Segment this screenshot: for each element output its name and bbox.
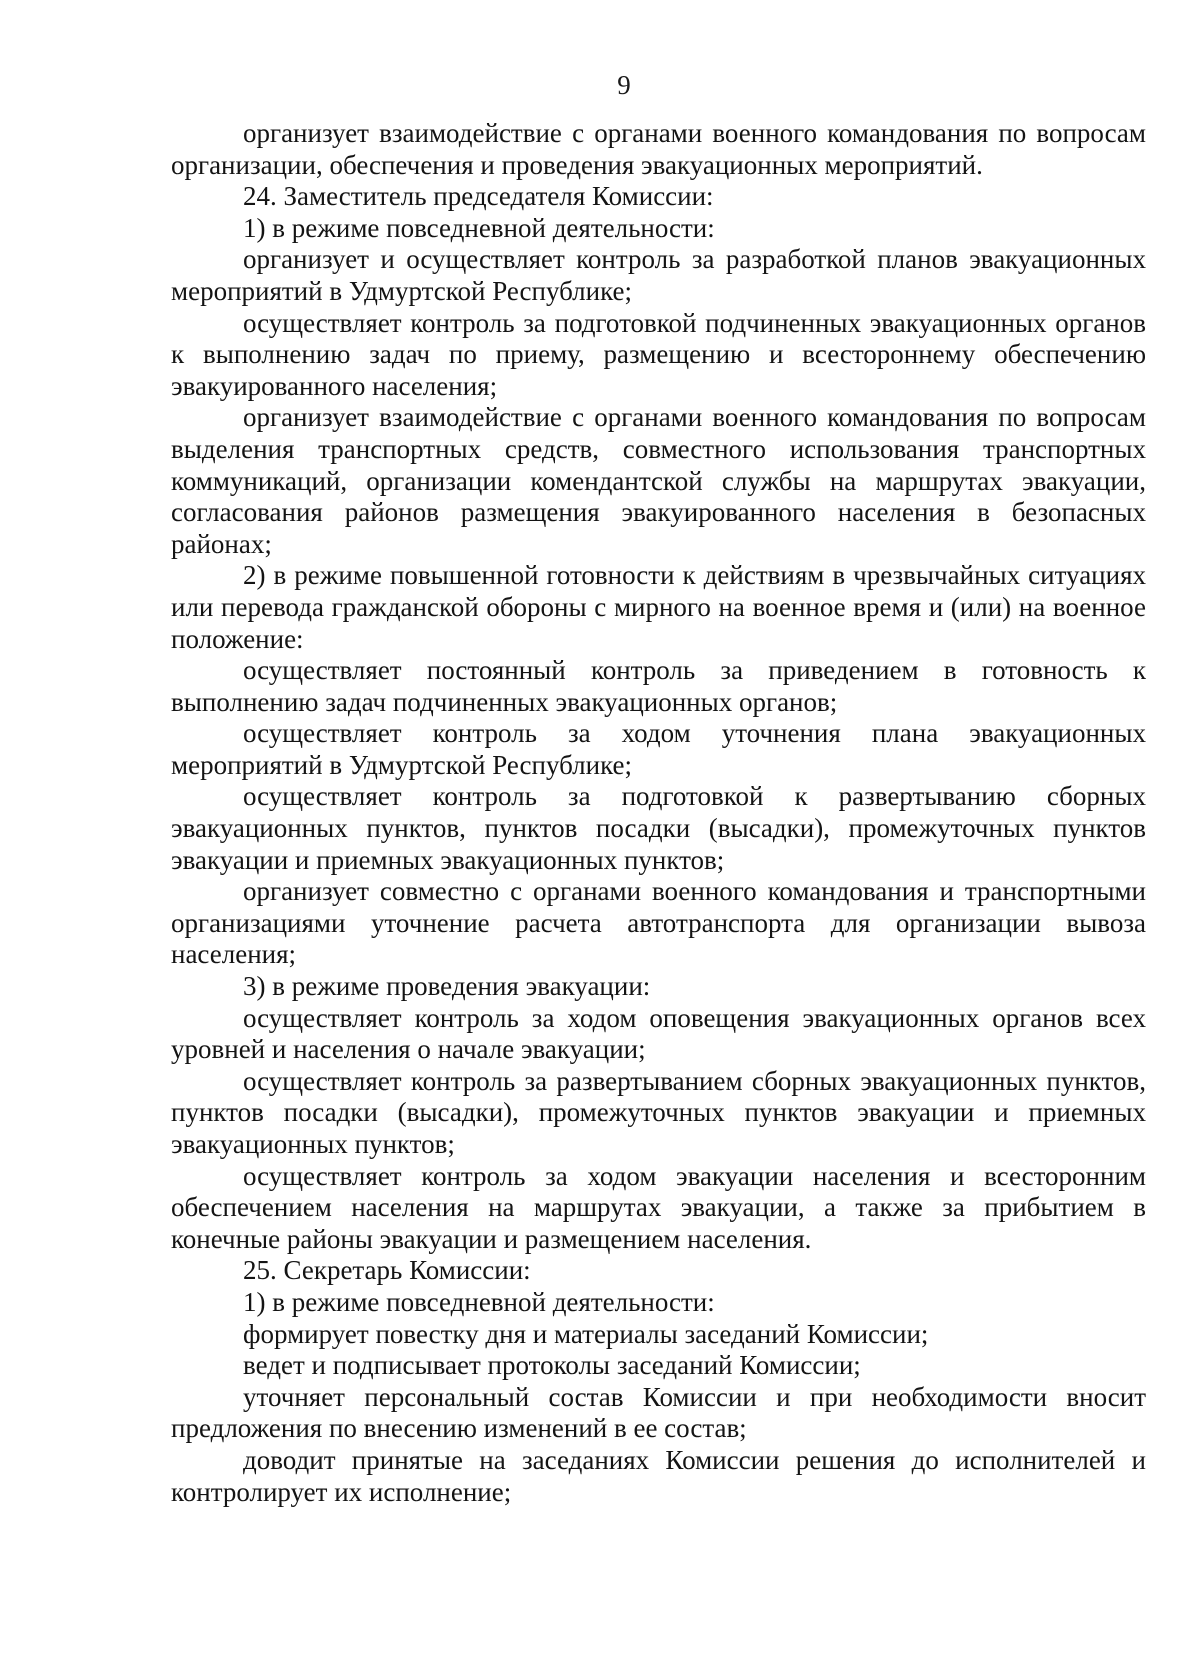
paragraph: формирует повестку дня и материалы заседаний Комиссии; bbox=[243, 1318, 929, 1349]
paragraph: осуществляет контроль за подготовкой к развертыванию сборных эвакуационных пунктов, пунктов посадки (высадки), промежуточных пунктов эвакуации и приемных эвакуационных пунктов; bbox=[171, 781, 1146, 875]
paragraph: ведет и подписывает протоколы заседаний Комиссии; bbox=[243, 1350, 861, 1381]
paragraph: уточняет персональный состав Комиссии и при необходимости вносит предложения по внесению изменений в ее состав; bbox=[171, 1381, 1146, 1444]
paragraph: 1) в режиме повседневной деятельности: bbox=[243, 212, 715, 243]
paragraph: 2) в режиме повышенной готовности к действиям в чрезвычайных ситуациях или перевода гражданской обороны с мирного на военное время и (или) на военное положение: bbox=[171, 560, 1146, 654]
document-body bbox=[171, 118, 1146, 1508]
paragraph: осуществляет контроль за подготовкой подчиненных эвакуационных органов к выполнению задач по приему, размещению и всестороннему обеспечению эвакуированного населения; bbox=[171, 307, 1146, 401]
paragraph: организует взаимодействие с органами военного командования по вопросам выделения транспортных средств, совместного использования транспортных коммуникаций, организации комендантской службы на маршрутах эвакуации, согласования районов размещения эвакуированного населения в безопасных районах; bbox=[171, 402, 1146, 559]
paragraph: организует и осуществляет контроль за разработкой планов эвакуационных мероприятий в Удмуртской Республике; bbox=[171, 244, 1146, 306]
paragraph: осуществляет контроль за ходом уточнения плана эвакуационных мероприятий в Удмуртской Республике; bbox=[171, 718, 1146, 780]
paragraph: 3) в режиме проведения эвакуации: bbox=[243, 971, 651, 1002]
paragraph: осуществляет контроль за ходом эвакуации населения и всесторонним обеспечением населения на маршрутах эвакуации, а также за прибытием в конечные районы эвакуации и размещением населения. bbox=[171, 1160, 1146, 1254]
paragraph: 24. Заместитель председателя Комиссии: bbox=[243, 181, 714, 212]
paragraph: 25. Секретарь Комиссии: bbox=[243, 1255, 531, 1286]
paragraph: организует взаимодействие с органами военного командования по вопросам организации, обеспечения и проведения эвакуационных мероприятий. bbox=[171, 118, 1146, 180]
paragraph: осуществляет постоянный контроль за приведением в готовность к выполнению задач подчиненных эвакуационных органов; bbox=[171, 655, 1146, 717]
paragraph: организует совместно с органами военного командования и транспортными организациями уточнение расчета автотранспорта для организации вывоза населения; bbox=[171, 876, 1146, 970]
page-number: 9 bbox=[617, 70, 631, 100]
paragraph: доводит принятые на заседаниях Комиссии решения до исполнителей и контролирует их исполнение; bbox=[171, 1444, 1146, 1507]
paragraph: 1) в режиме повседневной деятельности: bbox=[243, 1286, 715, 1317]
paragraph: осуществляет контроль за ходом оповещения эвакуационных органов всех уровней и населения о начале эвакуации; bbox=[171, 1002, 1146, 1065]
paragraph: осуществляет контроль за развертыванием сборных эвакуационных пунктов, пунктов посадки (высадки), промежуточных пунктов эвакуации и приемных эвакуационных пунктов; bbox=[171, 1065, 1146, 1159]
